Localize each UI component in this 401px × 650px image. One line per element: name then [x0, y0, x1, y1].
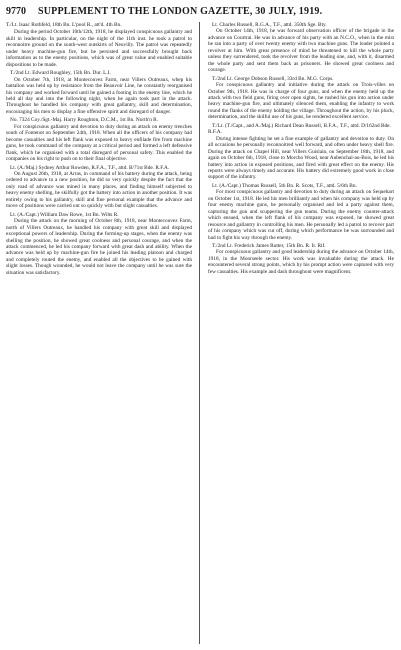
- citation-entry: [6, 117, 192, 162]
- citation-text: During the period October 10th/12th, 1918, he displayed conspicuous gallantry and skill in leadership. In particular, on the night of the 11th inst. he took a patrol to reconnoitre ground on the south-west outskirts of Neuvilly. The patrol was repeatedly under heavy machine-gun fire, but he persisted and successfully brought back information as to the enemy positions, which was of great value and enabled suitable dispositions to be made.: [6, 29, 192, 68]
- recipient-name: Lt. (A./Capt.) William Daw Rowe, 1st Bn. Wilts R.: [10, 211, 119, 218]
- page-number: 9770: [6, 6, 26, 17]
- page-title: SUPPLEMENT TO THE LONDON GAZETTE, 30 JULY, 1919.: [38, 6, 323, 17]
- recipient-name: T./2nd Lt. Edward Roughley, 15th Bn. Dur. L.I.: [10, 70, 111, 77]
- citation-text: T./Lt. Isaac Rothfeld, 18th Bn. L'pool R., att'd. 4th Bn.: [6, 22, 122, 28]
- citation-entry: [208, 76, 394, 121]
- citation-entry: [208, 183, 394, 241]
- citation-text: On August 26th, 1918, at Arras, in command of his battery during the attack, being ordered to advance to a new position, he did so very quickly despite the fact that the only road of advance was mined in many places, and finding himself subjected to heavy enemy shelling, he skilfully got the battery into action in another position. It was entirely owing to his gallantry, skill and fine personal example that the advance and move of positions were carried out so quickly with but slight casualties.: [6, 170, 192, 210]
- citation-entry: [6, 165, 192, 210]
- citation-entry: [6, 70, 192, 115]
- citation-entry: [6, 212, 192, 277]
- citation-entry: [208, 243, 394, 275]
- citation-text: During the attack on the morning of October 8th, 1918, near Montecouvez Farm, north of Villers Outreaux, he handled his company with great skill and displayed exceptional powers of leadership. During the forming-up stages, when the enemy was shelling the position, he showed great coolness and personal courage, and when the attack commenced, he led his company forward with great dash and ability. When the advance was held up by machine-gun fire he joined his leading platoon and charged and completely routed the enemy, and enabled all the objectives to be gained with slight losses. Though wounded, he would not leave the company until he was sure the situation was satisfactory.: [6, 218, 192, 276]
- citation-text: On October 7th, 1918, at Montecouvez Farm, near Villers Outreaux, whep his battalion was held up by resistance from the Beauvoir Line, he constantly reorganised his company and worked forward until he gained a footing in the enemy line, which he held all day and into the following night, when he again took part in the attack. Throughout he handled his company with great gallantry, skill and determination, encouraging his men to display a fine offensive spirit and disregard of danger.: [6, 76, 192, 115]
- citation-text: During intense fighting he set a fine example of gallantry and devotion to duty. On all occasions he personally reconnoitred well forward, and often under heavy shell fire. During the attack on Chapel Hill, near Villers Guislain, on September 18th, 1918, and again on October 6th, 1918, close to Morcho Wood, near Aubenchal-au-Bois, he led his battery into action in exposed positions, and fired with great effect on the enemy. His reports were always timely and accurate. His battery did extremely good work in close support of the infantry.: [208, 135, 394, 181]
- recipient-name: T./2nd Lt. Frederick James Rutter, 15th Bn. R. Ir. Rif.: [212, 242, 326, 249]
- recipient-name: T./Lt. (T./Capt., and A./Maj.) Richard Dean Russell, B.F.A., T.F., attd. D/162nd Bde. R.F.A.: [208, 122, 391, 136]
- citation-entry: [208, 22, 394, 74]
- citation-text: For most conspicuous gallantry and devotion to duty during an attack on Sequehart on October 1st, 1918. He led his men brilliantly and when his company was held up by four enemy machine guns, he personally organised and led a party against them, capturing the gun and scuppering the gun teams. During the enemy counter-attack which ensued, when the left flank of his company was exposed, he showed great resource and gallantry in controlling his men. He personally led a patrol to recover part of his company which was cut off, during which performance he was surrounded and had to fight his way through the enemy.: [208, 189, 394, 241]
- citation-entry: [208, 123, 394, 181]
- column-divider: [199, 22, 200, 644]
- gazette-header: [6, 6, 395, 20]
- citation-text: For conspicuous gallantry and devotion to duty during an attack on enemy trenches south of Fontenot on September 24th, 1918. When all the officers of his company had become casualties and his left flank was exposed to heavy enfilade fire from machine guns, he took command of the company at a critical period and formed a left defensive flank, which he organised with a total disregard of personal safety. This enabled the companies on his right to push on to their final objective.: [6, 123, 192, 163]
- right-column: [208, 22, 394, 648]
- citation-text: For conspicuous gallantry and initiative during the attack on Trois-villes on October 9th, 1918. He was in charge of four guns, and when the enemy held up the attack with two field guns, firing over open sights, he rushed his gun into action under heavy machine-gun fire, and ultimately silenced them, enabling the infantry to work round the flanks of the enemy holding the village. Throughout the action, by his pluck, determination, and the skilful use of his guns, he rendered excellent service.: [208, 82, 394, 121]
- recipient-name: T./2nd Lt. George Dobson Russell, 33rd Bn. M.G. Corps.: [212, 75, 334, 82]
- citation-text: For conspicuous gallantry and good leadership during the advance on October 14th, 1918, in the Moorseele sector. His work was invaluable during the attack. He encountered several strong points, which by his prompt action were captured with very few casualties. His example and dash throughout were magnificent.: [208, 249, 394, 275]
- recipient-name: Lt. Charles Russell, R.G.A., T.F., attd. 350th Sge. Bty.: [212, 22, 327, 28]
- recipient-name: Lt. (A./Capt.) Thomas Russell, 5th Bn. R. Scots, T.F., attd. 5/6th Bn.: [212, 182, 357, 189]
- citation-text: On October 14th, 1918, he was forward observation officer of the brigade in the advance on Courtrai. He was in advance of his party with an N.C.O., when in the mist he ran into a party of over twenty enemy with two machine guns. The leader pointed a revolver at him. With great presence of mind he threatened to kill the whole party unless they surrendered, took the revolver from the leading one, and, with it, disarmed the whole party and sent them back as prisoners. He showed great coolness and courage.: [208, 28, 394, 74]
- citation-entry: [6, 22, 192, 68]
- left-column: [6, 22, 192, 648]
- recipient-name: Lt. (A./Maj.) Sydney Arthur Rowden, R.F.A., T.F., attd. B/71st Bde. R.F.A.: [10, 164, 170, 171]
- recipient-name: No. 7324 Coy./Sgt.-Maj. Harry Roughton, D.C.M., 1st Bn. North'n R.: [10, 117, 159, 124]
